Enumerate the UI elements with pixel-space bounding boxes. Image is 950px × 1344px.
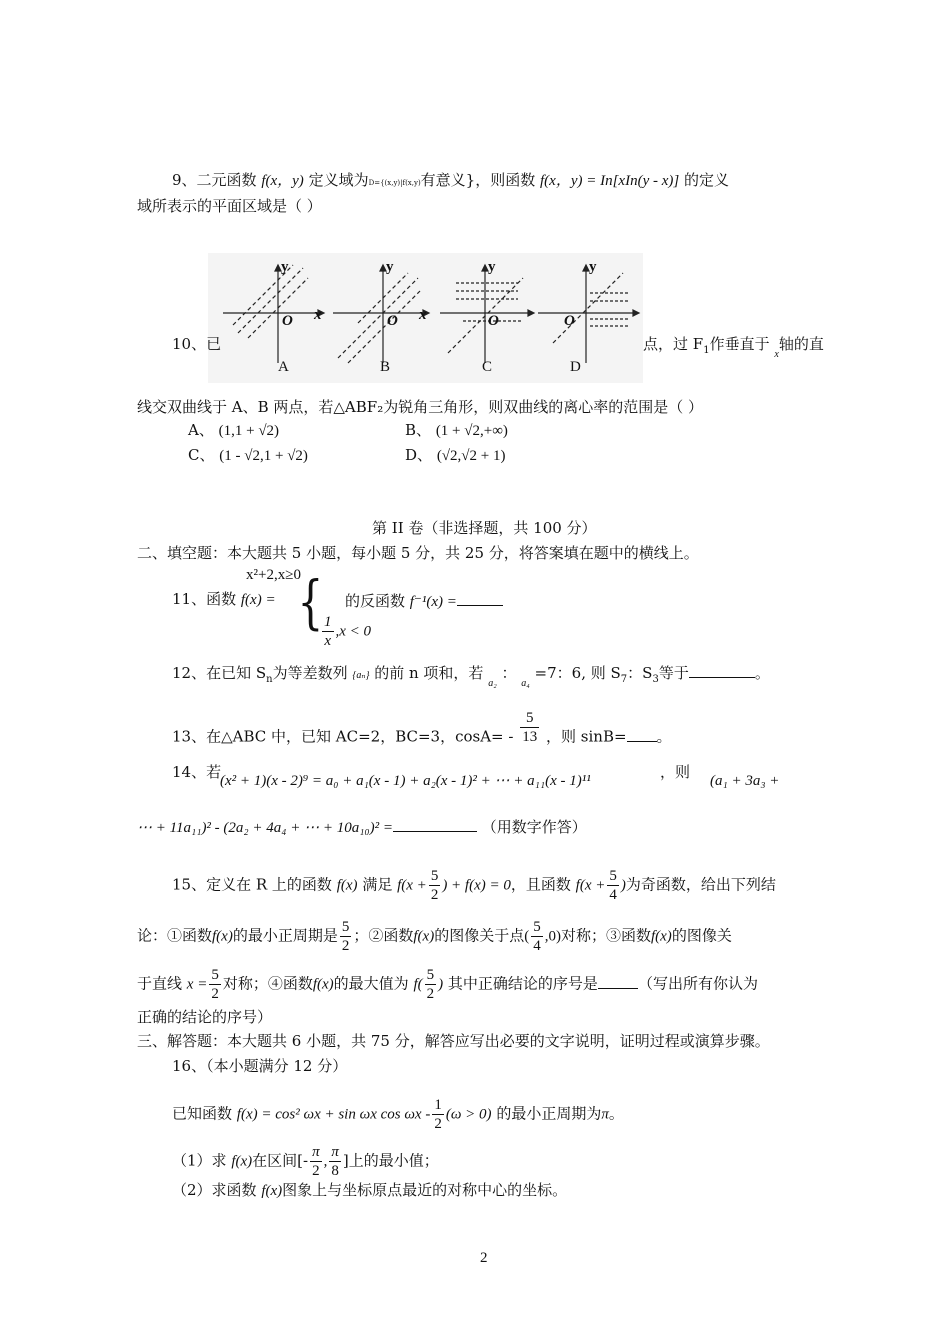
q12-a4: a₄ bbox=[521, 678, 530, 689]
q11-mid: 的反函数 bbox=[345, 592, 406, 610]
q11-fx: f(x) = bbox=[240, 592, 276, 608]
q12-sub-n: n bbox=[266, 674, 273, 685]
q15-frac-1 bbox=[429, 867, 441, 904]
q16-p1a: （1）求 bbox=[172, 1151, 227, 1170]
q15-fx-4: f(x) bbox=[650, 928, 672, 945]
q9-text-a: 9、二元函数 bbox=[172, 171, 257, 189]
q16-part1: （1）求 f(x)在区间[- $\frac{\pi}{2}$ , $\frac{\pi}{8}$ ]上的最小值； bbox=[172, 1144, 439, 1179]
q10-optD-label: D、 bbox=[405, 446, 433, 464]
q10-option-c bbox=[188, 445, 308, 466]
q11-num: 1 bbox=[324, 614, 332, 630]
q15-n5-4: 5 bbox=[533, 919, 541, 935]
section2-heading: 二、填空题：本大题共 5 小题，每小题 5 分，共 25 分，将答案填在题中的横线上。 bbox=[137, 544, 699, 562]
q15-l2g: 的图像关 bbox=[671, 926, 732, 945]
q12-colon: ： bbox=[501, 664, 517, 682]
q12-line bbox=[172, 661, 770, 690]
q14-tail1: (a₁ + 3a₃ + bbox=[710, 773, 780, 789]
q11-case1: x²+2,x≥0 bbox=[246, 567, 301, 583]
q9-figure bbox=[208, 253, 643, 383]
origin-c: O bbox=[488, 313, 499, 329]
q15-l3b: 对称；④函数 bbox=[222, 974, 313, 993]
option-b-label: B bbox=[380, 359, 391, 375]
q16-equation: f(x) = cos² ωx + sin ωx cos ωx - bbox=[236, 1106, 431, 1123]
q9-text-c: 有意义}，则函数 bbox=[420, 171, 536, 189]
q11-answer bbox=[345, 589, 503, 612]
q15-fx-2: f(x) bbox=[212, 928, 233, 945]
q15-eq1b: ) + f(x) = 0 bbox=[442, 877, 511, 894]
q9-domain-tiny: D={(x,y)|f(x,y) bbox=[368, 179, 421, 187]
q15-d4-1: 4 bbox=[609, 887, 617, 903]
q12-mid3: =7：6, 则 S bbox=[534, 664, 621, 682]
q16-frac-pi8 bbox=[329, 1143, 341, 1180]
section3-heading: 三、解答题：本大题共 6 小题，共 75 分，解答应写出必要的文字说明，证明过程或演算步骤。 bbox=[137, 1032, 770, 1050]
q15-d2-1: 2 bbox=[430, 887, 439, 903]
axis-y-a: y bbox=[281, 259, 289, 275]
q15-eq2b: ) bbox=[620, 877, 626, 894]
q10-optB-value: (1 + √2,+∞) bbox=[435, 423, 508, 439]
q15-d2-3: 2 bbox=[211, 986, 219, 1002]
q10-start: 10、已 bbox=[172, 335, 222, 353]
q15-frac-3 bbox=[340, 918, 352, 955]
q16-cond: (ω > 0) bbox=[445, 1106, 492, 1123]
q10-option-d bbox=[405, 445, 505, 466]
q15-fx-1: f(x) bbox=[336, 877, 358, 894]
q9-line1 bbox=[172, 170, 729, 193]
q15-l3g: （写出所有你认为 bbox=[637, 974, 758, 993]
q16-frac-pi2 bbox=[310, 1143, 322, 1180]
q12-blank bbox=[689, 661, 755, 678]
q13-post: ，则 sinB= bbox=[546, 727, 627, 746]
q15-l3d: f( bbox=[413, 976, 423, 993]
q16-pi: π bbox=[601, 1106, 609, 1123]
q16-p1b: 在区间[- bbox=[252, 1151, 309, 1170]
q10-text-b: 作垂直于 bbox=[709, 335, 770, 353]
q15-l3f: 其中正确结论的序号是 bbox=[447, 974, 598, 993]
q15-l1c: ，且函数 bbox=[510, 875, 571, 894]
q12-s3: 3 bbox=[652, 674, 659, 685]
q15-l2f: 对称；③函数 bbox=[560, 926, 651, 945]
q15-line1 bbox=[172, 867, 776, 904]
q12-mid2: 的前 n 项和，若 bbox=[374, 664, 484, 682]
q15-l1a: 15、定义在 R 上的函数 bbox=[172, 875, 332, 894]
q15-eq2a: f(x + bbox=[575, 877, 606, 894]
q15-d2-4: 2 bbox=[426, 986, 435, 1002]
option-d-label: D bbox=[570, 359, 581, 375]
q12-s7: 7 bbox=[620, 674, 628, 685]
q15-l2b: 的最小正周期是 bbox=[232, 926, 338, 945]
q15-frac-4 bbox=[531, 918, 543, 955]
q13-pre: 13、在△ABC 中，已知 AC=2，BC=3，cosA= - bbox=[172, 727, 514, 746]
q10-option-a bbox=[188, 420, 279, 441]
q15-n5-2: 5 bbox=[609, 868, 617, 884]
q15-l2e: ,0) bbox=[544, 928, 561, 945]
origin-d: O bbox=[564, 313, 575, 329]
q16-l1a: 已知函数 bbox=[172, 1104, 233, 1123]
q15-l3e: ) bbox=[438, 976, 444, 993]
origin-b: O bbox=[387, 313, 398, 329]
q10-f1-sub: 1 bbox=[703, 345, 710, 356]
q12-mid1: 为等差数列 bbox=[272, 664, 348, 682]
q10-optC-value: (1 - √2,1 + √2) bbox=[219, 448, 308, 464]
q15-frac-2 bbox=[607, 867, 619, 904]
q15-d2-2: 2 bbox=[341, 938, 350, 954]
q15-n5-6: 5 bbox=[426, 967, 435, 983]
q15-frac-5 bbox=[209, 966, 221, 1003]
q9-text-b: 定义域为 bbox=[308, 171, 369, 189]
q11-case2 bbox=[320, 613, 371, 650]
q15-n5-5: 5 bbox=[211, 967, 219, 983]
q10-optB-label: B、 bbox=[405, 421, 432, 439]
q16-fx-1: f(x) bbox=[231, 1153, 253, 1170]
q16-d2: 2 bbox=[434, 1116, 442, 1132]
q10-optA-value: (1,1 + √2) bbox=[218, 423, 280, 439]
plot-b bbox=[333, 265, 429, 363]
q16-p1c: ]上的最小值； bbox=[342, 1151, 439, 1170]
q10-line2: 线交双曲线于 A、B 两点，若△ABF₂为锐角三角形，则双曲线的离心率的范围是（ ） bbox=[137, 398, 703, 416]
page-number: 2 bbox=[480, 1250, 488, 1266]
q15-fx-3: f(x) bbox=[413, 928, 435, 945]
q15-l2d: 的图像关于点 bbox=[434, 926, 525, 945]
q15-l2a: 论：①函数 bbox=[137, 926, 213, 945]
q14-note: （用数字作答） bbox=[481, 818, 587, 836]
q16-part2 bbox=[172, 1180, 567, 1201]
q10-text-c: 轴的直 bbox=[778, 335, 824, 353]
option-a-label: A bbox=[278, 359, 289, 375]
plot-a bbox=[223, 265, 324, 363]
q10-text-a: 点，过 F bbox=[643, 335, 704, 353]
q12-mid4: ：S bbox=[627, 664, 653, 682]
q15-l3c: 的最大值为 bbox=[333, 974, 409, 993]
q9-text-d: 的定义 bbox=[684, 171, 730, 189]
plot-d bbox=[538, 265, 639, 363]
q10-optA-label: A、 bbox=[188, 421, 214, 439]
q11-case2-tail: ,x < 0 bbox=[335, 623, 372, 640]
q9-func: f(x，y) bbox=[261, 173, 304, 189]
q15-eq1a: f(x + bbox=[397, 877, 427, 894]
q16-den-8: 8 bbox=[331, 1163, 339, 1179]
q12-a2: a₂ bbox=[488, 678, 497, 689]
q12-tail: 等于 bbox=[658, 664, 689, 682]
axis-y-c: y bbox=[488, 259, 496, 275]
q14-equation: (x² + 1)(x - 2)⁹ = a₀ + a₁(x - 1) + a₂(x - 1)² + ⋯ + a₁₁(x - 1)¹¹ bbox=[220, 773, 591, 789]
q11-blank bbox=[457, 589, 503, 606]
q10-optC-label: C、 bbox=[188, 446, 215, 464]
q15-l1b: 满足 bbox=[362, 875, 393, 894]
option-c-label: C bbox=[482, 359, 493, 375]
q14-l2: ⋯ + 11a₁₁)² - (2a₂ + 4a₄ + ⋯ + 10a₁₀)² = bbox=[137, 820, 394, 836]
q15-line4: 正确的结论的序号） bbox=[137, 1008, 273, 1026]
q16-p2b: 图象上与坐标原点最近的对称中心的坐标。 bbox=[282, 1181, 568, 1199]
q16-n1: 1 bbox=[434, 1097, 442, 1113]
q11-frac bbox=[322, 613, 334, 650]
q11-line bbox=[172, 589, 276, 610]
q10-line1-end bbox=[643, 334, 824, 361]
q16-frac-half bbox=[432, 1096, 444, 1133]
q15-n5-1: 5 bbox=[430, 868, 439, 884]
q13-frac bbox=[520, 709, 539, 746]
q15-l1d: 为奇函数，给出下列结 bbox=[625, 875, 776, 894]
q13-blank bbox=[627, 725, 657, 742]
axis-x-a: x bbox=[314, 307, 322, 323]
q16-line1 bbox=[172, 1096, 624, 1133]
q14-line2 bbox=[137, 815, 587, 838]
axis-x-b: x bbox=[419, 307, 427, 323]
q10-option-b bbox=[405, 420, 508, 441]
axis-y-d: y bbox=[589, 259, 597, 275]
q13-den: 13 bbox=[522, 729, 538, 745]
q14-blank bbox=[393, 815, 477, 832]
plot-c bbox=[440, 265, 534, 363]
q12-pre: 12、在已知 S bbox=[172, 664, 267, 682]
q13-end: 。 bbox=[656, 727, 672, 746]
q9-equation: f(x，y) = In[xIn(y - x)] bbox=[540, 173, 680, 189]
q11-label: 11、函数 bbox=[172, 590, 237, 608]
q11-finv: f⁻¹(x) = bbox=[409, 594, 457, 610]
q15-line2: 论：①函数f(x)的最小正周期是 $\frac{5}{2}$ ；②函数f(x)的图像关于点( $\frac{5}{4}$ ,0)对称；③函数f(x)的图像关 bbox=[137, 919, 732, 954]
q16-pi-num-2: π bbox=[331, 1144, 339, 1160]
q15-frac-6 bbox=[425, 966, 437, 1003]
q16-head: 16、（本小题满分 12 分） bbox=[172, 1057, 348, 1075]
q15-line3 bbox=[137, 966, 758, 1003]
q13-line bbox=[172, 710, 672, 756]
q10-x-small: x bbox=[774, 349, 779, 360]
q16-p2a: （2）求函数 bbox=[172, 1181, 257, 1199]
q15-l3a: 于直线 bbox=[137, 974, 183, 993]
q13-num: 5 bbox=[520, 709, 539, 728]
axis-y-b: y bbox=[386, 259, 394, 275]
q12-end: 。 bbox=[754, 664, 770, 682]
part2-title: 第 II 卷（非选择题，共 100 分） bbox=[372, 519, 597, 537]
origin-a: O bbox=[282, 313, 293, 329]
q10-optD-value: (√2,√2 + 1) bbox=[436, 448, 506, 464]
q11-brace: { bbox=[297, 568, 324, 636]
q15-d4-2: 4 bbox=[533, 938, 541, 954]
q15-fx-5: f(x) bbox=[312, 976, 334, 993]
q16-den-2: 2 bbox=[312, 1163, 320, 1179]
q16-l1b: 的最小正周期为 bbox=[496, 1104, 602, 1123]
q11-den: x bbox=[324, 633, 332, 649]
q14-pre: 14、若 bbox=[172, 763, 222, 781]
q15-n5-3: 5 bbox=[341, 919, 350, 935]
q15-l3x: x = bbox=[186, 976, 208, 993]
q9-line2: 域所表示的平面区域是（ ） bbox=[137, 197, 322, 215]
q16-fx-2: f(x) bbox=[261, 1183, 283, 1199]
q16-pi-num-1: π bbox=[312, 1144, 320, 1160]
q15-l2c: ；②函数 bbox=[353, 926, 414, 945]
q16-l1end: 。 bbox=[608, 1104, 624, 1123]
q15-blank bbox=[598, 972, 638, 989]
q12-an: {aₙ} bbox=[352, 670, 370, 681]
q14-then: ，则 bbox=[660, 763, 691, 781]
